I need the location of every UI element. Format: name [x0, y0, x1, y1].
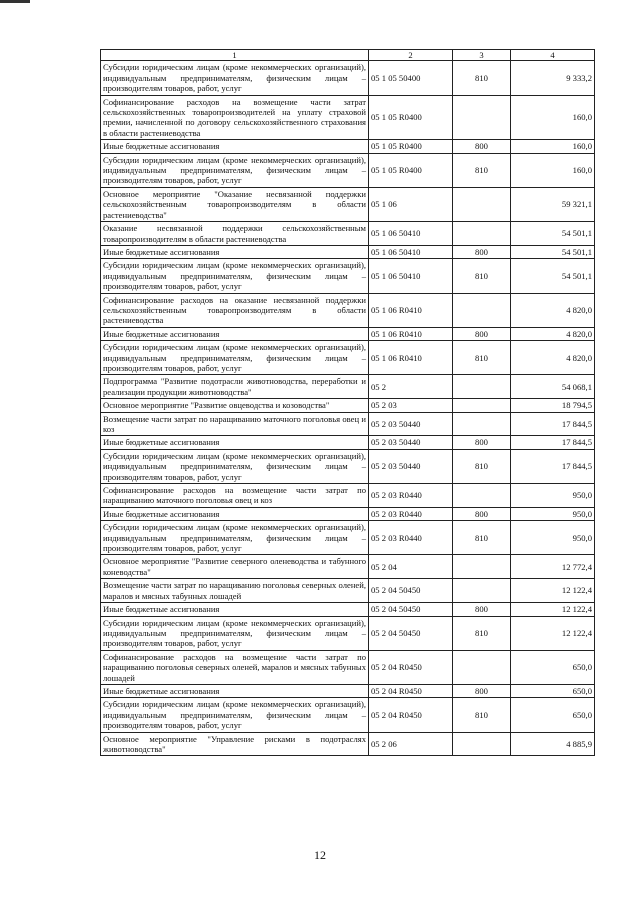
budget-table — [100, 49, 595, 756]
row-name-cell: Основное мероприятие "Оказание несвязанной поддержки сельскохозяйственным товаропроизводителям в области растениеводства" — [101, 187, 369, 221]
row-expense-type-cell — [453, 412, 511, 436]
row-amount-cell: 12 122,4 — [511, 579, 595, 603]
row-code-cell: 05 2 04 50450 — [369, 579, 453, 603]
table-row — [101, 579, 595, 603]
row-expense-type-cell: 810 — [453, 449, 511, 483]
row-code-cell: 05 1 06 R0410 — [369, 293, 453, 327]
row-expense-type-cell — [453, 650, 511, 684]
column-number-4: 4 — [511, 50, 595, 61]
row-code-cell: 05 2 04 — [369, 555, 453, 579]
table-row — [101, 327, 595, 340]
page-number: 12 — [314, 848, 326, 862]
table-row — [101, 698, 595, 732]
row-name-cell: Возмещение части затрат по наращиванию маточного поголовья овец и коз — [101, 412, 369, 436]
row-expense-type-cell: 810 — [453, 341, 511, 375]
row-code-cell: 05 2 03 R0440 — [369, 507, 453, 520]
row-expense-type-cell: 800 — [453, 507, 511, 520]
table-row — [101, 95, 595, 140]
row-name-cell: Софинансирование расходов на возмещение части затрат по наращиванию маточного поголовья овец и коз — [101, 484, 369, 508]
row-expense-type-cell: 810 — [453, 61, 511, 95]
row-name-cell: Субсидии юридическим лицам (кроме некоммерческих организаций), индивидуальным предпринимателям, физическим лицам – производителям товаров, работ, услуг — [101, 259, 369, 293]
row-amount-cell: 12 772,4 — [511, 555, 595, 579]
table-row — [101, 603, 595, 616]
row-code-cell: 05 2 03 R0440 — [369, 484, 453, 508]
row-expense-type-cell: 800 — [453, 140, 511, 153]
row-code-cell: 05 2 04 R0450 — [369, 650, 453, 684]
row-name-cell: Иные бюджетные ассигнования — [101, 327, 369, 340]
row-code-cell: 05 2 03 50440 — [369, 436, 453, 449]
row-amount-cell: 17 844,5 — [511, 449, 595, 483]
table-row — [101, 375, 595, 399]
row-code-cell: 05 2 04 50450 — [369, 603, 453, 616]
row-name-cell: Иные бюджетные ассигнования — [101, 140, 369, 153]
table-row — [101, 140, 595, 153]
row-expense-type-cell — [453, 555, 511, 579]
row-expense-type-cell — [453, 732, 511, 756]
table-row — [101, 399, 595, 412]
row-expense-type-cell: 800 — [453, 245, 511, 258]
row-expense-type-cell: 810 — [453, 521, 511, 555]
row-amount-cell: 160,0 — [511, 153, 595, 187]
table-row — [101, 555, 595, 579]
row-amount-cell: 54 068,1 — [511, 375, 595, 399]
row-expense-type-cell — [453, 187, 511, 221]
table-row — [101, 684, 595, 697]
row-expense-type-cell: 810 — [453, 259, 511, 293]
row-code-cell: 05 1 06 50410 — [369, 222, 453, 246]
row-amount-cell: 4 820,0 — [511, 293, 595, 327]
row-amount-cell: 12 122,4 — [511, 616, 595, 650]
row-code-cell: 05 1 05 R0400 — [369, 95, 453, 140]
row-code-cell: 05 1 05 R0400 — [369, 140, 453, 153]
row-code-cell: 05 1 05 R0400 — [369, 153, 453, 187]
row-amount-cell: 17 844,5 — [511, 436, 595, 449]
row-amount-cell: 4 820,0 — [511, 341, 595, 375]
row-amount-cell: 18 794,5 — [511, 399, 595, 412]
table-row — [101, 245, 595, 258]
row-name-cell: Основное мероприятие "Управление рисками в подотраслях животноводства" — [101, 732, 369, 756]
row-code-cell: 05 2 04 R0450 — [369, 698, 453, 732]
table-row — [101, 61, 595, 95]
row-amount-cell: 950,0 — [511, 484, 595, 508]
row-expense-type-cell — [453, 375, 511, 399]
column-number-2: 2 — [369, 50, 453, 61]
row-name-cell: Субсидии юридическим лицам (кроме некоммерческих организаций), индивидуальным предпринимателям, физическим лицам – производителям товаров, работ, услуг — [101, 521, 369, 555]
row-code-cell: 05 1 06 50410 — [369, 259, 453, 293]
table-row — [101, 484, 595, 508]
table-row — [101, 449, 595, 483]
row-name-cell: Подпрограмма "Развитие подотрасли животноводства, переработки и реализации продукции животноводства" — [101, 375, 369, 399]
row-amount-cell: 950,0 — [511, 507, 595, 520]
table-row — [101, 341, 595, 375]
row-name-cell: Субсидии юридическим лицам (кроме некоммерческих организаций), индивидуальным предпринимателям, физическим лицам – производителям товаров, работ, услуг — [101, 449, 369, 483]
row-code-cell: 05 1 05 50400 — [369, 61, 453, 95]
row-amount-cell: 650,0 — [511, 650, 595, 684]
row-expense-type-cell — [453, 484, 511, 508]
row-amount-cell: 650,0 — [511, 698, 595, 732]
row-name-cell: Субсидии юридическим лицам (кроме некоммерческих организаций), индивидуальным предпринимателям, физическим лицам – производителям товаров, работ, услуг — [101, 698, 369, 732]
row-name-cell: Иные бюджетные ассигнования — [101, 245, 369, 258]
row-amount-cell: 54 501,1 — [511, 222, 595, 246]
row-name-cell: Иные бюджетные ассигнования — [101, 603, 369, 616]
row-expense-type-cell — [453, 579, 511, 603]
row-amount-cell: 950,0 — [511, 521, 595, 555]
row-amount-cell: 4 820,0 — [511, 327, 595, 340]
table-row — [101, 293, 595, 327]
row-name-cell: Софинансирование расходов на возмещение части затрат сельскохозяйственных товаропроизводителей на уплату страховой премии, начисленной по договору сельскохозяйственного страхования в области растениеводства — [101, 95, 369, 140]
table-row — [101, 507, 595, 520]
row-amount-cell: 12 122,4 — [511, 603, 595, 616]
column-number-row — [101, 50, 595, 61]
column-number-1: 1 — [101, 50, 369, 61]
row-amount-cell: 4 885,9 — [511, 732, 595, 756]
row-code-cell: 05 2 04 50450 — [369, 616, 453, 650]
row-amount-cell: 59 321,1 — [511, 187, 595, 221]
table-row — [101, 259, 595, 293]
row-code-cell: 05 2 03 R0440 — [369, 521, 453, 555]
row-amount-cell: 54 501,1 — [511, 245, 595, 258]
row-expense-type-cell: 810 — [453, 153, 511, 187]
table-row — [101, 616, 595, 650]
table-row — [101, 521, 595, 555]
table-row — [101, 187, 595, 221]
row-amount-cell: 17 844,5 — [511, 412, 595, 436]
row-expense-type-cell: 800 — [453, 436, 511, 449]
row-code-cell: 05 1 06 50410 — [369, 245, 453, 258]
row-name-cell: Субсидии юридическим лицам (кроме некоммерческих организаций), индивидуальным предпринимателям, физическим лицам – производителям товаров, работ, услуг — [101, 341, 369, 375]
row-amount-cell: 160,0 — [511, 95, 595, 140]
row-expense-type-cell — [453, 95, 511, 140]
row-expense-type-cell: 810 — [453, 616, 511, 650]
row-code-cell: 05 2 03 50440 — [369, 449, 453, 483]
row-amount-cell: 54 501,1 — [511, 259, 595, 293]
table-row — [101, 650, 595, 684]
row-code-cell: 05 2 03 50440 — [369, 412, 453, 436]
table-row — [101, 732, 595, 756]
table-row — [101, 436, 595, 449]
row-code-cell: 05 2 06 — [369, 732, 453, 756]
row-name-cell: Основное мероприятие "Развитие овцеводства и козоводства" — [101, 399, 369, 412]
column-number-3: 3 — [453, 50, 511, 61]
row-name-cell: Основное мероприятие "Развитие северного оленеводства и табунного коневодства" — [101, 555, 369, 579]
row-expense-type-cell — [453, 293, 511, 327]
row-expense-type-cell: 810 — [453, 698, 511, 732]
row-code-cell: 05 1 06 R0410 — [369, 327, 453, 340]
row-expense-type-cell: 800 — [453, 684, 511, 697]
row-amount-cell: 9 333,2 — [511, 61, 595, 95]
table-row — [101, 222, 595, 246]
row-name-cell: Иные бюджетные ассигнования — [101, 684, 369, 697]
row-expense-type-cell — [453, 399, 511, 412]
row-name-cell: Софинансирование расходов на оказание несвязанной поддержки сельскохозяйственным товаропроизводителям в области растениеводства — [101, 293, 369, 327]
row-code-cell: 05 1 06 R0410 — [369, 341, 453, 375]
row-expense-type-cell: 800 — [453, 603, 511, 616]
row-code-cell: 05 2 04 R0450 — [369, 684, 453, 697]
row-name-cell: Иные бюджетные ассигнования — [101, 436, 369, 449]
row-name-cell: Субсидии юридическим лицам (кроме некоммерческих организаций), индивидуальным предпринимателям, физическим лицам – производителям товаров, работ, услуг — [101, 61, 369, 95]
scan-edge-mark — [0, 0, 30, 3]
row-code-cell: 05 2 — [369, 375, 453, 399]
row-name-cell: Возмещение части затрат по наращиванию поголовья северных оленей, маралов и мясных табунных лошадей — [101, 579, 369, 603]
row-amount-cell: 160,0 — [511, 140, 595, 153]
table-row — [101, 153, 595, 187]
row-code-cell: 05 2 03 — [369, 399, 453, 412]
row-name-cell: Иные бюджетные ассигнования — [101, 507, 369, 520]
row-name-cell: Субсидии юридическим лицам (кроме некоммерческих организаций), индивидуальным предпринимателям, физическим лицам – производителям товаров, работ, услуг — [101, 616, 369, 650]
table-body — [101, 61, 595, 756]
row-code-cell: 05 1 06 — [369, 187, 453, 221]
row-expense-type-cell — [453, 222, 511, 246]
row-name-cell: Субсидии юридическим лицам (кроме некоммерческих организаций), индивидуальным предпринимателям, физическим лицам – производителям товаров, работ, услуг — [101, 153, 369, 187]
table-row — [101, 412, 595, 436]
row-expense-type-cell: 800 — [453, 327, 511, 340]
row-amount-cell: 650,0 — [511, 684, 595, 697]
row-name-cell: Оказание несвязанной поддержки сельскохозяйственным товаропроизводителям в области растениеводства — [101, 222, 369, 246]
row-name-cell: Софинансирование расходов на возмещение части затрат по наращиванию поголовья северных оленей, маралов и мясных табунных лошадей — [101, 650, 369, 684]
